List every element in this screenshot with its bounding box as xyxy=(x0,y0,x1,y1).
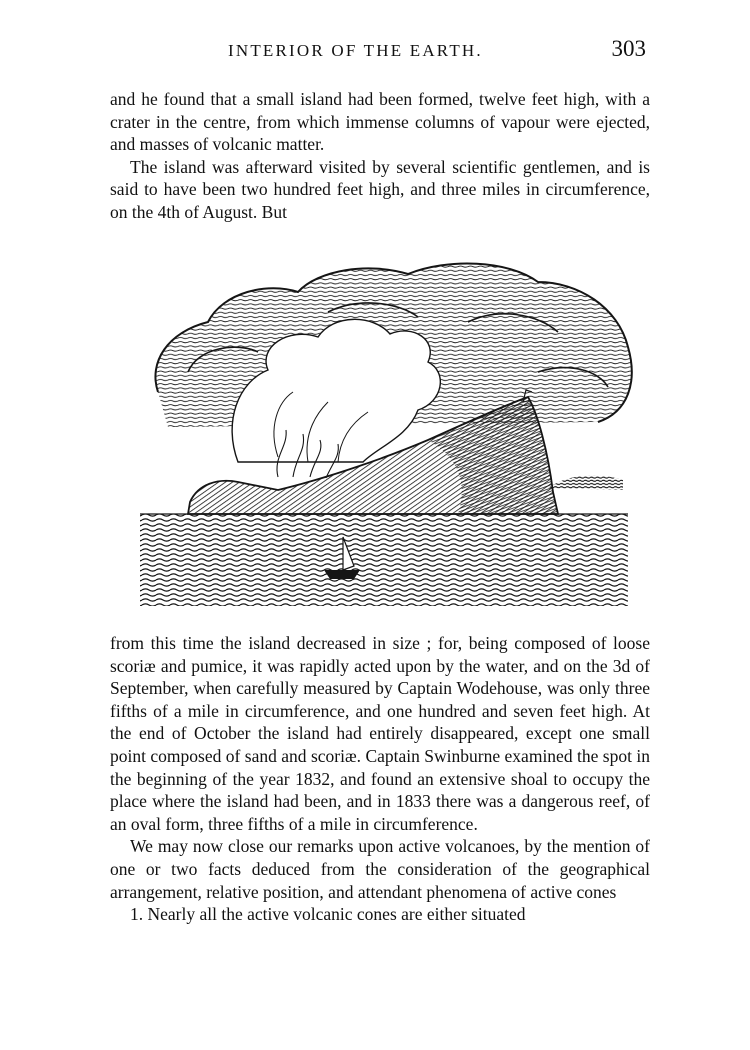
paragraph: The island was afterward visited by several scientific gentlemen, and is said to have been two hundred feet high, and three miles in circumference, on the 4th of August. But xyxy=(110,156,650,222)
sailboat xyxy=(324,570,360,579)
paragraph: 1. Nearly all the active volcanic cones are either situated xyxy=(130,904,526,925)
volcanic-island-engraving xyxy=(128,252,640,614)
paragraph: We may now close our remarks upon active volcanoes, by the mention of one or two facts deduced from the consideration of the geographical arrangement, relative position, and attendant phenomena of active cones xyxy=(110,836,650,902)
paragraph: from this time the island decreased in size ; for, being composed of loose scoriæ and pumice, it was rapidly acted upon by the water, and on the 3d of September, when carefully measured by Captain Wodehouse, was only three fifths of a mile in circumference, and one hundred and seven feet high. At the end of October the island had entirely disappeared, except one small point composed of sand and scoriæ. Captain Swinburne examined the spot in the beginning of the year 1832, and found an extensive shoal to occupy the place where the island had been, and in 1833 there was a dangerous reef, of an oval form, three fifths of a mile in circumference. xyxy=(110,633,650,834)
paragraph: and he found that a small island had been formed, twelve feet high, with a crater in the centre, from which immense columns of vapour were ejected, and masses of volcanic matter. xyxy=(110,89,650,155)
running-head: INTERIOR OF THE EARTH. xyxy=(228,41,483,60)
page-number: 303 xyxy=(611,36,646,61)
text-block-bottom xyxy=(110,632,650,926)
text-block-top xyxy=(110,88,650,224)
engraving-illustration xyxy=(128,252,640,614)
page-header xyxy=(110,36,650,66)
sea xyxy=(140,514,628,606)
